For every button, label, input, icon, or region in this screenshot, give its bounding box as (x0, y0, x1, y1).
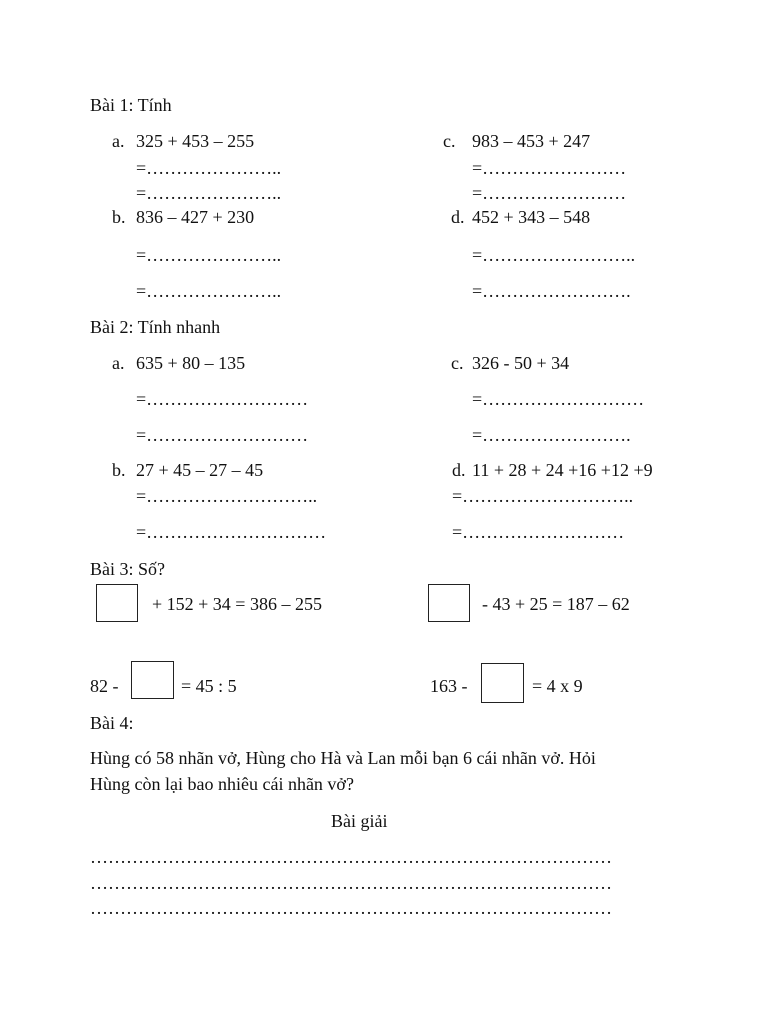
exercise-4-title: Bài 4: (90, 713, 134, 733)
ex1-d-answer-line-1: =…………………….. (472, 245, 636, 265)
ex1-b-expression: 836 – 427 + 230 (136, 207, 255, 227)
ex3-equation-3-right: = 45 : 5 (181, 676, 237, 696)
solution-answer-line-1: …………………………………………………………………………… (90, 847, 612, 867)
ex2-c-answer-line-1: =……………………… (472, 389, 645, 409)
answer-box-1[interactable] (96, 584, 138, 622)
answer-box-2[interactable] (428, 584, 470, 622)
ex1-a-label: a. (112, 131, 125, 151)
exercise-3-title: Bài 3: Số? (90, 559, 165, 579)
exercise-2-title: Bài 2: Tính nhanh (90, 317, 221, 337)
ex1-a-answer-line-2: =………………….. (136, 183, 282, 203)
ex3-equation-4-left: 163 - (430, 676, 468, 696)
ex2-b-answer-line-1: =……………………….. (136, 486, 318, 506)
ex1-c-answer-line-2: =…………………… (472, 183, 627, 203)
answer-box-4[interactable] (481, 663, 524, 703)
solution-answer-line-3: …………………………………………………………………………… (90, 898, 612, 918)
ex2-d-label: d. (452, 460, 466, 480)
ex3-equation-4-right: = 4 x 9 (532, 676, 583, 696)
ex3-equation-1: + 152 + 34 = 386 – 255 (152, 594, 322, 614)
ex2-b-expression: 27 + 45 – 27 – 45 (136, 460, 264, 480)
answer-box-3[interactable] (131, 661, 174, 699)
ex1-d-expression: 452 + 343 – 548 (472, 207, 591, 227)
ex3-equation-3-left: 82 - (90, 676, 119, 696)
ex1-a-answer-line-1: =………………….. (136, 158, 282, 178)
ex1-d-label: d. (451, 207, 465, 227)
ex4-problem-line-1: Hùng có 58 nhãn vở, Hùng cho Hà và Lan mỗi bạn 6 cái nhãn vở. Hỏi (90, 748, 596, 768)
ex1-b-answer-line-1: =………………….. (136, 245, 282, 265)
ex1-a-expression: 325 + 453 – 255 (136, 131, 255, 151)
ex1-c-expression: 983 – 453 + 247 (472, 131, 591, 151)
ex2-b-answer-line-2: =………………………… (136, 522, 327, 542)
ex2-a-answer-line-2: =……………………… (136, 425, 309, 445)
ex1-b-label: b. (112, 207, 126, 227)
ex1-d-answer-line-2: =……………………. (472, 281, 631, 301)
ex1-b-answer-line-2: =………………….. (136, 281, 282, 301)
ex2-a-expression: 635 + 80 – 135 (136, 353, 246, 373)
ex2-d-answer-line-1: =……………………….. (452, 486, 634, 506)
ex2-c-answer-line-2: =……………………. (472, 425, 631, 445)
ex2-d-answer-line-2: =……………………… (452, 522, 625, 542)
ex4-problem-line-2: Hùng còn lại bao nhiêu cái nhãn vở? (90, 774, 354, 794)
ex2-a-label: a. (112, 353, 125, 373)
solution-answer-line-2: …………………………………………………………………………… (90, 873, 612, 893)
ex2-a-answer-line-1: =……………………… (136, 389, 309, 409)
ex1-c-label: c. (443, 131, 456, 151)
solution-title: Bài giải (331, 811, 388, 831)
ex2-c-label: c. (451, 353, 464, 373)
ex2-b-label: b. (112, 460, 126, 480)
exercise-1-title: Bài 1: Tính (90, 95, 172, 115)
ex1-c-answer-line-1: =…………………… (472, 158, 627, 178)
ex3-equation-2: - 43 + 25 = 187 – 62 (482, 594, 630, 614)
ex2-c-expression: 326 - 50 + 34 (472, 353, 570, 373)
ex2-d-expression: 11 + 28 + 24 +16 +12 +9 (472, 460, 653, 480)
